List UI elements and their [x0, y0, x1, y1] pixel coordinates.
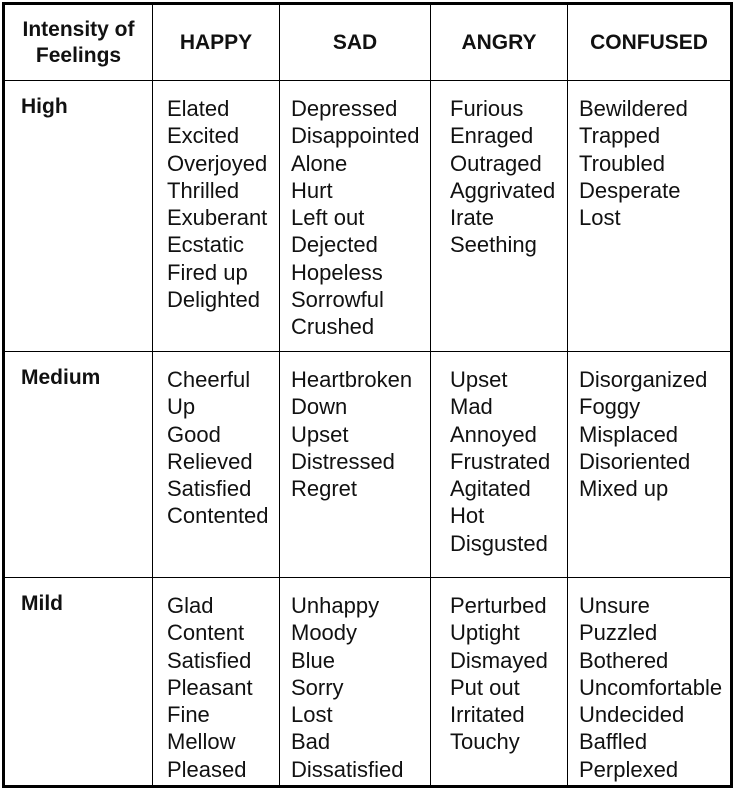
- feeling-word: Content: [167, 620, 245, 646]
- table-row: [5, 81, 731, 352]
- feeling-word: Foggy: [579, 394, 641, 420]
- feeling-word: Desperate: [579, 177, 681, 203]
- feeling-word: Exuberant: [167, 205, 268, 231]
- feeling-word: Delighted: [167, 287, 260, 313]
- feeling-word: Perplexed: [579, 756, 679, 782]
- feeling-word: Touchy: [450, 729, 520, 755]
- cell-high-angry: [431, 81, 568, 352]
- cell-mild-happy: [153, 578, 280, 786]
- intensity-label-mild: Mild: [5, 578, 153, 786]
- feeling-word: Contented: [167, 503, 269, 529]
- cell-medium-sad: [280, 352, 431, 578]
- intensity-label-high: High: [5, 81, 153, 352]
- feeling-word: Mellow: [167, 729, 236, 755]
- header-row: [5, 5, 731, 81]
- feelings-table: [4, 4, 731, 786]
- feeling-word: Annoyed: [450, 421, 537, 447]
- feeling-word: Trapped: [579, 123, 661, 149]
- cell-medium-angry: [431, 352, 568, 578]
- feeling-word: Agitated: [450, 476, 531, 502]
- feeling-word: Upset: [291, 421, 349, 447]
- feeling-word: Satisfied: [167, 476, 252, 502]
- feeling-word: Moody: [291, 620, 358, 646]
- feeling-word: Depressed: [291, 96, 398, 121]
- feeling-word: Good: [167, 421, 221, 447]
- feeling-word: Fired up: [167, 259, 248, 285]
- feeling-word: Left out: [291, 205, 365, 231]
- feeling-word: Regret: [291, 476, 358, 502]
- cell-medium-happy: [153, 352, 280, 578]
- feeling-word: Put out: [450, 674, 520, 700]
- cell-high-sad: [280, 81, 431, 352]
- feeling-word: Unhappy: [291, 593, 380, 618]
- feeling-word: Heartbroken: [291, 367, 413, 392]
- table-row: [5, 352, 731, 578]
- column-header-happy: HAPPY: [153, 5, 280, 81]
- cell-high-confused: [568, 81, 731, 352]
- cell-high-happy: [153, 81, 280, 352]
- feeling-word: Unsure: [579, 593, 650, 618]
- feeling-word: Distressed: [291, 448, 395, 474]
- feeling-word: Dejected: [291, 232, 378, 258]
- feeling-word: Bad: [291, 729, 331, 755]
- feeling-word: Overjoyed: [167, 150, 268, 176]
- feeling-word: Blue: [291, 647, 336, 673]
- feeling-word: Irate: [450, 205, 495, 231]
- feeling-word: Disappointed: [291, 123, 420, 149]
- feeling-word: Alone: [291, 150, 348, 176]
- feeling-word: Frustrated: [450, 448, 551, 474]
- feeling-word: Seething: [450, 232, 537, 258]
- feeling-word: Elated: [167, 96, 230, 121]
- feeling-word: Perturbed: [450, 593, 547, 618]
- feeling-word: Cheerful: [167, 367, 251, 392]
- feeling-word: Hopeless: [291, 259, 383, 285]
- column-header-angry: ANGRY: [431, 5, 568, 81]
- feeling-word: Hot: [450, 503, 485, 529]
- feeling-word: Furious: [450, 96, 524, 121]
- cell-mild-confused: [568, 578, 731, 786]
- feeling-word: Irritated: [450, 702, 525, 728]
- feeling-word: Outraged: [450, 150, 542, 176]
- cell-medium-confused: [568, 352, 731, 578]
- cell-mild-angry: [431, 578, 568, 786]
- feeling-word: Sorrowful: [291, 287, 384, 313]
- feeling-word: Dissatisfied: [291, 756, 404, 782]
- feeling-word: Pleasant: [167, 674, 253, 700]
- feeling-word: Glad: [167, 593, 214, 618]
- feeling-word: Bothered: [579, 647, 669, 673]
- corner-header-line-2: Feelings: [35, 43, 122, 67]
- feeling-word: Thrilled: [167, 177, 240, 203]
- feeling-word: Relieved: [167, 448, 253, 474]
- cell-mild-sad: [280, 578, 431, 786]
- feeling-word: Dismayed: [450, 647, 548, 673]
- feeling-word: Baffled: [579, 729, 648, 755]
- feeling-word: Upset: [450, 367, 508, 392]
- feeling-word: Misplaced: [579, 421, 679, 447]
- intensity-label-medium: Medium: [5, 352, 153, 578]
- feeling-word: Down: [291, 394, 348, 420]
- feeling-word: Lost: [579, 205, 621, 231]
- column-header-confused: CONFUSED: [568, 5, 731, 81]
- feeling-word: Disgusted: [450, 530, 548, 556]
- feeling-word: Puzzled: [579, 620, 658, 646]
- feeling-word: Pleased: [167, 756, 247, 782]
- feeling-word: Excited: [167, 123, 240, 149]
- feeling-word: Uptight: [450, 620, 520, 646]
- table-row: [5, 578, 731, 786]
- feeling-word: Disoriented: [579, 448, 691, 474]
- feeling-word: Fine: [167, 702, 210, 728]
- feelings-table-frame: [2, 2, 733, 788]
- feeling-word: Lost: [291, 702, 333, 728]
- feeling-word: Crushed: [291, 314, 375, 340]
- feeling-word: Troubled: [579, 150, 666, 176]
- feeling-word: Mixed up: [579, 476, 669, 502]
- feeling-word: Hurt: [291, 177, 333, 203]
- feeling-word: Undecided: [579, 702, 685, 728]
- feeling-word: Uncomfortable: [579, 674, 723, 700]
- feeling-word: Aggrivated: [450, 177, 556, 203]
- feeling-word: Satisfied: [167, 647, 252, 673]
- feeling-word: Sorry: [291, 674, 344, 700]
- corner-header: [5, 5, 153, 81]
- feeling-word: Disorganized: [579, 367, 708, 392]
- column-header-sad: SAD: [280, 5, 431, 81]
- table-body: [5, 81, 731, 786]
- feeling-word: Ecstatic: [167, 232, 245, 258]
- feeling-word: Enraged: [450, 123, 534, 149]
- feeling-word: Bewildered: [579, 96, 688, 121]
- corner-header-line-1: Intensity of: [22, 17, 135, 41]
- feeling-word: Mad: [450, 394, 493, 420]
- feeling-word: Up: [167, 394, 196, 420]
